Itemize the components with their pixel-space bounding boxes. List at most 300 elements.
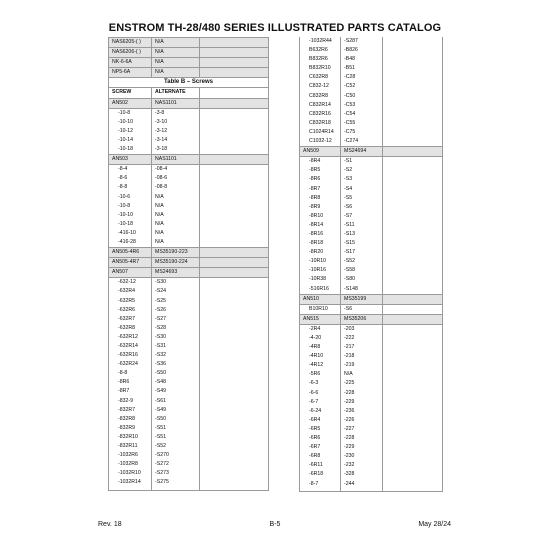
group-header-row: [109, 268, 269, 278]
group-header-row: [300, 147, 443, 157]
screw-cell: -8R14: [300, 221, 341, 230]
blank-cell: [200, 127, 269, 136]
table-row: [109, 397, 269, 406]
table-row: [300, 452, 443, 461]
table-row: [109, 333, 269, 342]
alternate-cell: -228: [341, 434, 383, 443]
screw-cell: -832R11: [109, 442, 152, 451]
group-screw: AN510: [300, 294, 341, 304]
table-row: [109, 415, 269, 424]
screw-cell: -632R24: [109, 360, 152, 369]
alternate-cell: -S27: [152, 315, 200, 324]
alternate-cell: -S6: [341, 203, 383, 212]
table-caption-row: [109, 78, 269, 88]
blank-cell: [200, 98, 269, 108]
table-row: [109, 451, 269, 460]
group-header-row: [109, 98, 269, 108]
alternate-cell: -S61: [152, 397, 200, 406]
table-row: [109, 442, 269, 451]
table-row: [109, 183, 269, 192]
column-header-alternate: ALTERNATE: [152, 88, 200, 98]
table-row: [109, 478, 269, 487]
alternate-cell: -S49: [152, 406, 200, 415]
table-row: [109, 406, 269, 415]
screw-cell: C832R18: [300, 119, 341, 128]
alternate-cell: -222: [341, 334, 383, 343]
blank-cell: [200, 278, 269, 288]
blank-cell: [200, 165, 269, 175]
screw-cell: NK-6-6A: [109, 58, 152, 68]
alternate-cell: -S17: [341, 248, 383, 257]
screw-cell: -8R4: [300, 157, 341, 167]
screw-cell: -832R9: [109, 424, 152, 433]
alternate-cell: -232: [341, 461, 383, 470]
group-screw: AN509: [300, 147, 341, 157]
blank-cell: [152, 488, 200, 491]
screw-cell: -832-9: [109, 397, 152, 406]
table-row: [109, 108, 269, 118]
alternate-cell: -236: [341, 407, 383, 416]
screw-cell: -832R7: [109, 406, 152, 415]
screw-cell: -4-20: [300, 334, 341, 343]
alternate-cell: -08-6: [152, 174, 200, 183]
screw-cell: NAS6205-( ): [109, 38, 152, 48]
alternate-cell: -3-18: [152, 145, 200, 155]
table-row: [109, 360, 269, 369]
group-alternate: MS35190-223: [152, 248, 200, 258]
alternate-cell: -S287: [341, 37, 383, 46]
table-row: [300, 304, 443, 314]
alternate-cell: N/A: [152, 68, 200, 78]
group-screw: AN505-4R6: [109, 248, 152, 258]
blank-cell: [383, 304, 443, 314]
blank-cell: [383, 416, 443, 425]
blank-cell: [200, 424, 269, 433]
screw-cell: -632R4: [109, 287, 152, 296]
table-row: [300, 221, 443, 230]
table-row: [300, 157, 443, 167]
blank-cell: [383, 379, 443, 388]
blank-cell: [200, 268, 269, 278]
screw-cell: -2R4: [300, 324, 341, 334]
blank-cell: [200, 351, 269, 360]
blank-cell: [200, 478, 269, 487]
alternate-cell: N/A: [152, 238, 200, 248]
alternate-cell: -230: [341, 452, 383, 461]
table-row: [109, 48, 269, 58]
table-row: [300, 425, 443, 434]
alternate-cell: -S32: [152, 351, 200, 360]
table-row: [109, 58, 269, 68]
screw-cell: -6R4: [300, 416, 341, 425]
table-row: [109, 145, 269, 155]
group-alternate: MS35206: [341, 314, 383, 324]
table-row: [300, 55, 443, 64]
alternate-cell: -3-8: [152, 108, 200, 118]
footer-revision: Rev. 18: [98, 521, 122, 528]
table-row: [300, 185, 443, 194]
alternate-cell: -S25: [152, 297, 200, 306]
screw-cell: -8R7: [300, 185, 341, 194]
table-bottom: [109, 488, 269, 491]
blank-cell: [383, 221, 443, 230]
alternate-cell: -218: [341, 352, 383, 361]
blank-cell: [383, 230, 443, 239]
screw-cell: C1032-12: [300, 137, 341, 147]
screw-cell: -1032R8: [109, 460, 152, 469]
group-header-row: [109, 155, 269, 165]
alternate-cell: -S2: [341, 166, 383, 175]
group-screw: AN505-4R7: [109, 258, 152, 268]
screw-cell: -6-3: [300, 379, 341, 388]
alternate-cell: -S50: [152, 369, 200, 378]
blank-cell: [383, 212, 443, 221]
blank-cell: [383, 452, 443, 461]
table-row: [300, 398, 443, 407]
blank-cell: [383, 425, 443, 434]
group-alternate: MS24693: [152, 268, 200, 278]
table-row: [109, 38, 269, 48]
footer-page-number: B-5: [269, 521, 281, 528]
screw-cell: -10-18: [109, 220, 152, 229]
blank-cell: [383, 352, 443, 361]
group-header-row: [300, 314, 443, 324]
screw-cell: -10-8: [109, 202, 152, 211]
blank-cell: [383, 434, 443, 443]
column-header-screw: SCREW: [109, 88, 152, 98]
alternate-cell: -S1: [341, 157, 383, 167]
table-row: [300, 248, 443, 257]
table-row: [300, 470, 443, 479]
screw-cell: -632R7: [109, 315, 152, 324]
blank-cell: [200, 433, 269, 442]
blank-cell: [200, 193, 269, 202]
screw-cell: -8R5: [300, 166, 341, 175]
blank-cell: [383, 194, 443, 203]
blank-cell: [200, 297, 269, 306]
alternate-cell: -S5: [341, 194, 383, 203]
blank-cell: [383, 175, 443, 184]
table-row: [300, 324, 443, 334]
alternate-cell: -328: [341, 470, 383, 479]
table-row: [109, 165, 269, 175]
table-row: [109, 460, 269, 469]
alternate-cell: -C52: [341, 82, 383, 91]
alternate-cell: N/A: [152, 38, 200, 48]
table-row: [300, 266, 443, 275]
blank-cell: [200, 442, 269, 451]
screw-cell: -10R16: [300, 266, 341, 275]
alternate-cell: N/A: [152, 202, 200, 211]
screw-cell: -632-12: [109, 278, 152, 288]
blank-cell: [200, 118, 269, 127]
blank-cell: [200, 342, 269, 351]
screw-cell: -6R7: [300, 443, 341, 452]
table-row: [300, 175, 443, 184]
alternate-cell: -S30: [152, 278, 200, 288]
table-row: [300, 194, 443, 203]
alternate-cell: -S11: [341, 221, 383, 230]
left-parts-table: [108, 37, 269, 491]
group-screw: AN515: [300, 314, 341, 324]
alternate-cell: -S4: [341, 185, 383, 194]
alternate-cell: N/A: [341, 370, 383, 379]
screw-cell: -516R16: [300, 285, 341, 295]
alternate-cell: -C54: [341, 110, 383, 119]
table-row: [109, 238, 269, 248]
screw-cell: -10-12: [109, 127, 152, 136]
blank-cell: [383, 266, 443, 275]
blank-cell: [383, 147, 443, 157]
blank-cell: [200, 202, 269, 211]
screw-cell: C832R8: [300, 92, 341, 101]
alternate-cell: -S80: [341, 275, 383, 284]
group-alternate: MS35190-224: [152, 258, 200, 268]
screw-cell: -6-7: [300, 398, 341, 407]
screw-cell: -1032R14: [109, 478, 152, 487]
alternate-cell: -S36: [152, 360, 200, 369]
screw-cell: -6R18: [300, 470, 341, 479]
blank-cell: [200, 333, 269, 342]
screw-cell: NP5-6A: [109, 68, 152, 78]
table-row: [300, 166, 443, 175]
alternate-cell: -S51: [152, 424, 200, 433]
table-row: [300, 110, 443, 119]
blank-cell: [383, 334, 443, 343]
screw-cell: -632R12: [109, 333, 152, 342]
blank-cell: [200, 145, 269, 155]
blank-cell: [383, 480, 443, 489]
screw-cell: NAS6206-( ): [109, 48, 152, 58]
blank-cell: [200, 48, 269, 58]
screw-cell: -10-10: [109, 118, 152, 127]
alternate-cell: -S48: [152, 378, 200, 387]
alternate-cell: -C53: [341, 101, 383, 110]
table-row: [300, 285, 443, 295]
table-row: [300, 416, 443, 425]
blank-cell: [383, 92, 443, 101]
screw-cell: -6R8: [300, 452, 341, 461]
table-row: [300, 352, 443, 361]
alternate-cell: -S50: [152, 415, 200, 424]
blank-cell: [341, 489, 383, 492]
blank-cell: [383, 343, 443, 352]
table-row: [300, 257, 443, 266]
screw-cell: -8-4: [109, 165, 152, 175]
screw-cell: C832R16: [300, 110, 341, 119]
blank-cell: [383, 166, 443, 175]
alternate-cell: N/A: [152, 211, 200, 220]
group-alternate: MS24694: [341, 147, 383, 157]
blank-cell: [383, 119, 443, 128]
blank-cell: [200, 378, 269, 387]
alternate-cell: -C274: [341, 137, 383, 147]
alternate-cell: -217: [341, 343, 383, 352]
alternate-cell: -S52: [341, 257, 383, 266]
alternate-cell: -S275: [152, 478, 200, 487]
table-row: [109, 342, 269, 351]
screw-cell: -8-8: [109, 369, 152, 378]
table-row: [109, 174, 269, 183]
screw-cell: -8R10: [300, 212, 341, 221]
blank-cell: [200, 229, 269, 238]
table-caption: Table B – Screws: [109, 78, 269, 88]
alternate-cell: -S28: [152, 324, 200, 333]
table-row: [109, 351, 269, 360]
blank-cell: [383, 314, 443, 324]
table-row: [109, 378, 269, 387]
table-row: [109, 469, 269, 478]
table-row: [109, 118, 269, 127]
screw-cell: -8R7: [109, 387, 152, 396]
table-bottom: [300, 489, 443, 492]
screw-cell: C632R8: [300, 73, 341, 82]
screw-cell: -8-6: [109, 174, 152, 183]
alternate-cell: -S3: [341, 175, 383, 184]
table-row: [300, 137, 443, 147]
blank-cell: [200, 451, 269, 460]
blank-cell: [200, 406, 269, 415]
alternate-cell: -229: [341, 398, 383, 407]
screw-cell: -6R5: [300, 425, 341, 434]
table-row: [300, 73, 443, 82]
table-row: [109, 278, 269, 288]
screw-cell: -8-7: [300, 480, 341, 489]
table-row: [300, 64, 443, 73]
table-row: [300, 443, 443, 452]
blank-cell: [383, 82, 443, 91]
alternate-cell: N/A: [152, 58, 200, 68]
screw-cell: -632R8: [109, 324, 152, 333]
table-row: [300, 343, 443, 352]
table-row: [300, 119, 443, 128]
screw-cell: -10-14: [109, 136, 152, 145]
alternate-cell: -B826: [341, 46, 383, 55]
blank-cell: [200, 324, 269, 333]
blank-cell: [200, 369, 269, 378]
right-parts-table: [299, 37, 443, 492]
screw-cell: -1032R44: [300, 37, 341, 46]
table-row: [300, 389, 443, 398]
group-screw: AN507: [109, 268, 152, 278]
blank-cell: [383, 55, 443, 64]
table-row: [300, 379, 443, 388]
alternate-cell: -S148: [341, 285, 383, 295]
blank-cell: [200, 211, 269, 220]
alternate-cell: -S30: [152, 333, 200, 342]
screw-cell: -5R6: [300, 370, 341, 379]
alternate-cell: -C75: [341, 128, 383, 137]
alternate-cell: -S15: [341, 239, 383, 248]
table-row: [300, 275, 443, 284]
table-row: [109, 211, 269, 220]
blank-cell: [383, 64, 443, 73]
alternate-cell: -S26: [152, 306, 200, 315]
blank-cell: [383, 489, 443, 492]
alternate-cell: N/A: [152, 220, 200, 229]
table-row: [109, 220, 269, 229]
group-alternate: MS35199: [341, 294, 383, 304]
alternate-cell: -C28: [341, 73, 383, 82]
blank-cell: [383, 101, 443, 110]
table-row: [300, 37, 443, 46]
table-row: [109, 324, 269, 333]
table-row: [300, 334, 443, 343]
table-row: [300, 128, 443, 137]
blank-cell: [383, 370, 443, 379]
blank-cell: [200, 58, 269, 68]
blank-cell: [383, 185, 443, 194]
table-row: [300, 370, 443, 379]
blank-cell: [383, 128, 443, 137]
blank-cell: [383, 324, 443, 334]
blank-cell: [200, 88, 269, 98]
screw-cell: -10-18: [109, 145, 152, 155]
alternate-cell: -226: [341, 416, 383, 425]
table-row: [109, 306, 269, 315]
blank-cell: [383, 46, 443, 55]
screw-cell: -10-6: [109, 193, 152, 202]
blank-cell: [383, 257, 443, 266]
blank-cell: [383, 361, 443, 370]
blank-cell: [200, 38, 269, 48]
screw-cell: C832-12: [300, 82, 341, 91]
blank-cell: [200, 315, 269, 324]
table-row: [109, 287, 269, 296]
table-row: [300, 407, 443, 416]
table-row: [300, 203, 443, 212]
alternate-cell: -3-12: [152, 127, 200, 136]
group-screw: AN503: [109, 155, 152, 165]
screw-cell: -416-28: [109, 238, 152, 248]
blank-cell: [200, 360, 269, 369]
screw-cell: -8R6: [300, 175, 341, 184]
blank-cell: [383, 137, 443, 147]
alternate-cell: -S6: [341, 304, 383, 314]
table-row: [109, 127, 269, 136]
screw-cell: B832R10: [300, 64, 341, 73]
blank-cell: [383, 275, 443, 284]
screw-cell: C1024R14: [300, 128, 341, 137]
alternate-cell: -S273: [152, 469, 200, 478]
screw-cell: -8R6: [109, 378, 152, 387]
blank-cell: [383, 389, 443, 398]
blank-cell: [300, 489, 341, 492]
blank-cell: [200, 248, 269, 258]
blank-cell: [383, 470, 443, 479]
screw-cell: -4R12: [300, 361, 341, 370]
blank-cell: [200, 238, 269, 248]
blank-cell: [200, 306, 269, 315]
blank-cell: [383, 407, 443, 416]
table-row: [300, 46, 443, 55]
blank-cell: [383, 203, 443, 212]
screw-cell: -6-6: [300, 389, 341, 398]
alternate-cell: N/A: [152, 193, 200, 202]
table-row: [109, 297, 269, 306]
footer-date: May 28/24: [418, 521, 451, 528]
table-row: [300, 82, 443, 91]
alternate-cell: -S58: [341, 266, 383, 275]
screw-cell: -632R14: [109, 342, 152, 351]
blank-cell: [383, 285, 443, 295]
screw-cell: -6R11: [300, 461, 341, 470]
screw-cell: -10R10: [300, 257, 341, 266]
screw-cell: -832R10: [109, 433, 152, 442]
alternate-cell: -S270: [152, 451, 200, 460]
screw-cell: -6R6: [300, 434, 341, 443]
table-row: [109, 202, 269, 211]
